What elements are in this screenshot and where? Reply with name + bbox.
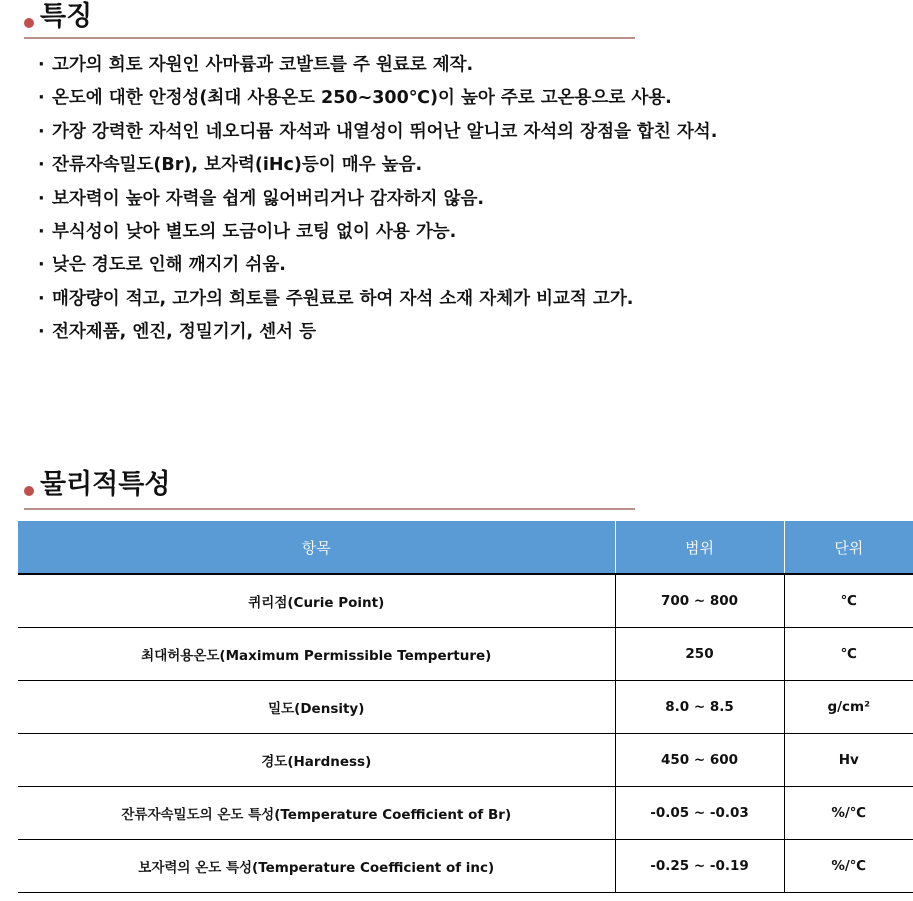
cell-range: -0.05 ~ -0.03 — [615, 787, 784, 840]
title-bullet-icon — [24, 486, 34, 496]
table-header-row — [18, 521, 913, 574]
table-row — [18, 734, 913, 787]
physical-title-text: 물리적특성 — [40, 469, 171, 500]
cell-range: 450 ~ 600 — [615, 734, 784, 787]
cell-range: 8.0 ~ 8.5 — [615, 681, 784, 734]
features-section-title — [24, 0, 92, 34]
cell-unit: ℃ — [784, 628, 913, 681]
table-row — [18, 681, 913, 734]
feature-item: · 매장량이 적고, 고가의 희토를 주원료로 하여 자석 소재 자체가 비교적 고가. — [38, 288, 634, 309]
cell-range: 250 — [615, 628, 784, 681]
cell-range: -0.25 ~ -0.19 — [615, 840, 784, 893]
physical-properties-table — [18, 521, 913, 893]
cell-unit: %/℃ — [784, 840, 913, 893]
header-range: 범위 — [615, 521, 784, 574]
physical-divider — [24, 508, 635, 510]
feature-item: · 가장 강력한 자석인 네오디뮴 자석과 내열성이 뛰어난 알니코 자석의 장점을 합친 자석. — [38, 121, 718, 142]
cell-unit: g/cm² — [784, 681, 913, 734]
physical-section-title — [24, 468, 170, 502]
cell-item: 퀴리점(Curie Point) — [18, 574, 615, 628]
feature-item: · 전자제품, 엔진, 정밀기기, 센서 등 — [38, 322, 317, 343]
table-row — [18, 574, 913, 628]
header-unit: 단위 — [784, 521, 913, 574]
table-row — [18, 840, 913, 893]
feature-item: · 고가의 희토 자원인 사마륨과 코발트를 주 원료로 제작. — [38, 55, 474, 75]
feature-item: · 보자력이 높아 자력을 쉽게 잃어버리거나 감자하지 않음. — [38, 188, 485, 209]
cell-item: 밀도(Density) — [18, 681, 615, 734]
feature-item: · 온도에 대한 안정성(최대 사용온도 250~300℃)이 높아 주로 고온용으로 사용. — [38, 88, 672, 109]
cell-item: 최대허용온도(Maximum Permissible Temperture) — [18, 628, 615, 681]
feature-item: · 잔류자속밀도(Br), 보자력(iHc)등이 매우 높음. — [38, 155, 423, 176]
features-title-text: 특징 — [40, 1, 93, 32]
features-divider — [24, 37, 635, 39]
cell-unit: %/℃ — [784, 787, 913, 840]
cell-unit: ℃ — [784, 574, 913, 628]
cell-unit: Hv — [784, 734, 913, 787]
header-item: 항목 — [18, 521, 615, 574]
feature-item: · 부식성이 낮아 별도의 도금이나 코팅 없이 사용 가능. — [38, 221, 457, 242]
cell-item: 보자력의 온도 특성(Temperature Coefficient of inc) — [18, 840, 615, 893]
cell-range: 700 ~ 800 — [615, 574, 784, 628]
features-list — [38, 50, 717, 351]
title-bullet-icon — [24, 18, 34, 28]
table-row — [18, 628, 913, 681]
table-row — [18, 787, 913, 840]
cell-item: 경도(Hardness) — [18, 734, 615, 787]
cell-item: 잔류자속밀도의 온도 특성(Temperature Coefficient of Br) — [18, 787, 615, 840]
feature-item: · 낮은 경도로 인해 깨지기 쉬움. — [38, 255, 286, 276]
